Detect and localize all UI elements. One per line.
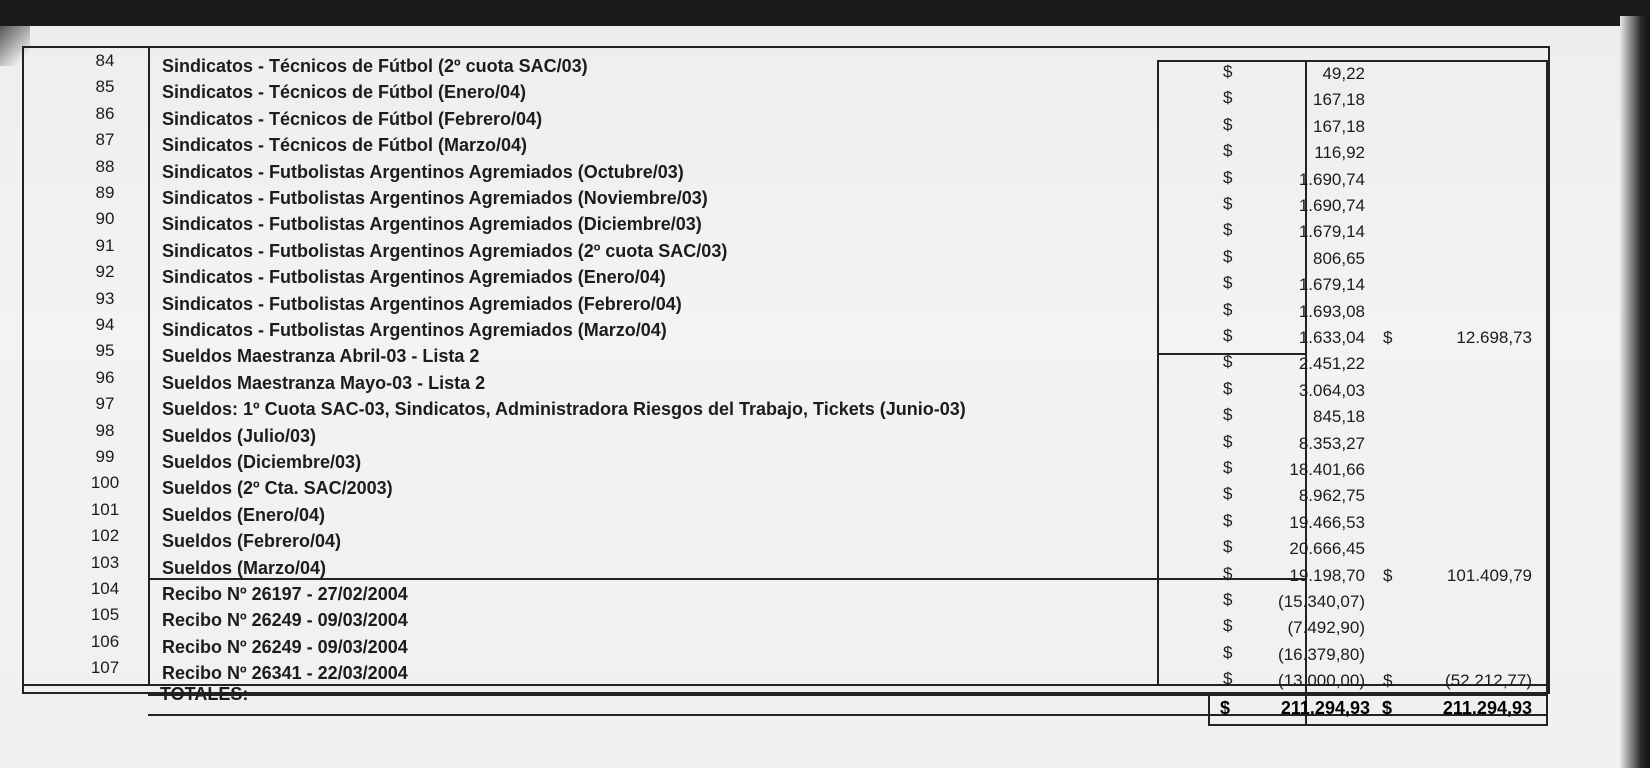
row-amount: (7.492,90)	[1287, 618, 1365, 638]
row-amount: 19.198,70	[1289, 565, 1365, 585]
row-description: Sindicatos - Futbolistas Argentinos Agremiados (Febrero/04)	[162, 293, 682, 314]
row-description: Recibo Nº 26249 - 09/03/2004	[162, 636, 408, 657]
row-amount: 19.466,53	[1289, 512, 1365, 532]
table-row	[0, 180, 1540, 215]
table-row	[0, 48, 1540, 83]
table-row	[0, 312, 1540, 347]
row-amount-currency: $	[1223, 273, 1233, 293]
table-row	[0, 338, 1540, 374]
row-description: Sindicatos - Futbolistas Argentinos Agremiados (2º cuota SAC/03)	[162, 240, 728, 261]
row-description: Sueldos: 1º Cuota SAC-03, Sindicatos, Administradora Riesgos del Trabajo, Tickets (Junio-03)	[162, 399, 966, 420]
totals-label: TOTALES:	[160, 684, 249, 704]
row-number: 89	[95, 183, 115, 202]
row-amount: (16.379,80)	[1278, 644, 1365, 664]
row-amount-currency: $	[1223, 590, 1233, 609]
table-row	[0, 154, 1540, 189]
subtotal-column-rule-right	[1546, 60, 1548, 726]
row-description: Sindicatos - Técnicos de Fútbol (Febrero/04)	[162, 108, 543, 129]
row-amount: 116,92	[1314, 143, 1365, 163]
totals-box-left	[1208, 696, 1210, 726]
row-subtotal-currency: $	[1383, 671, 1393, 691]
row-number: 85	[95, 77, 115, 97]
table-row	[0, 365, 1540, 400]
row-amount-currency: $	[1223, 616, 1233, 636]
table-row	[0, 497, 1540, 532]
totals-currency-2: $	[1382, 698, 1393, 718]
row-description: Sueldos Maestranza Mayo-03 - Lista 2	[162, 372, 486, 393]
row-amount: 167,18	[1313, 116, 1365, 136]
row-description: Sindicatos - Futbolistas Argentinos Agremiados (Diciembre/03)	[162, 214, 702, 235]
row-amount-currency: $	[1223, 484, 1233, 504]
row-description: Sueldos (Diciembre/03)	[162, 452, 362, 472]
row-description: Sueldos (Enero/04)	[162, 504, 326, 525]
row-description: Sindicatos - Técnicos de Fútbol (Marzo/04)	[162, 135, 528, 156]
row-amount-currency: $	[1223, 563, 1233, 583]
row-number: 97	[95, 394, 115, 414]
row-amount: 2.451,22	[1298, 354, 1365, 374]
row-amount: 1.690,74	[1298, 196, 1365, 215]
row-amount-currency: $	[1223, 299, 1233, 319]
table-row	[0, 391, 1540, 427]
row-amount-currency: $	[1223, 352, 1233, 372]
row-amount-currency: $	[1223, 114, 1233, 134]
row-number: 91	[95, 235, 115, 255]
row-description: Recibo Nº 26341 - 22/03/2004	[162, 663, 408, 684]
row-description: Sindicatos - Futbolistas Argentinos Agremiados (Marzo/04)	[162, 320, 667, 340]
row-number: 95	[95, 341, 115, 361]
totals-amount: 211.294,93	[1280, 698, 1370, 718]
row-amount-currency: $	[1223, 405, 1233, 425]
row-number: 94	[95, 315, 115, 334]
row-number: 105	[90, 605, 120, 625]
row-number: 106	[90, 631, 120, 651]
row-amount-currency: $	[1223, 246, 1233, 266]
row-subtotal-currency: $	[1383, 565, 1393, 585]
row-amount: 1.679,14	[1298, 222, 1365, 242]
row-amount: 1.679,14	[1298, 275, 1365, 295]
row-number: 86	[95, 103, 115, 123]
table-row	[0, 74, 1540, 110]
row-number: 90	[95, 209, 115, 229]
row-amount: 1.633,04	[1298, 328, 1365, 347]
row-description: Sueldos (Febrero/04)	[162, 531, 342, 552]
row-description: Sueldos (Julio/03)	[162, 425, 317, 446]
row-amount-currency: $	[1223, 167, 1233, 187]
row-amount-currency: $	[1223, 510, 1233, 530]
row-description: Sindicatos - Futbolistas Argentinos Agremiados (Enero/04)	[162, 267, 666, 288]
row-amount-currency: $	[1223, 62, 1233, 81]
row-subtotal: 101.409,79	[1446, 565, 1532, 585]
row-amount-currency: $	[1223, 669, 1233, 689]
row-amount: 167,18	[1313, 90, 1365, 110]
row-description: Recibo Nº 26197 - 27/02/2004	[162, 584, 408, 604]
row-number: 92	[95, 262, 115, 282]
row-description: Sindicatos - Futbolistas Argentinos Agremiados (Octubre/03)	[162, 161, 684, 182]
table-row	[0, 602, 1540, 638]
row-amount: 49,22	[1322, 64, 1365, 83]
row-description: Sindicatos - Técnicos de Fútbol (2º cuota SAC/03)	[162, 56, 588, 76]
row-number: 88	[95, 156, 115, 176]
table-row	[0, 629, 1540, 664]
row-amount: 18.401,66	[1289, 460, 1365, 479]
row-number: 101	[90, 499, 120, 519]
totals-rule-2	[148, 694, 1548, 696]
table-row	[0, 418, 1540, 453]
row-description: Sueldos (2º Cta. SAC/2003)	[162, 478, 393, 499]
table-row	[0, 655, 1540, 691]
row-amount: (13.000,00)	[1278, 671, 1365, 691]
row-amount: 3.064,03	[1298, 380, 1365, 400]
row-subtotal: (52.212,77)	[1445, 671, 1532, 691]
row-amount-currency: $	[1223, 378, 1233, 398]
row-amount-currency: $	[1223, 458, 1233, 477]
table-row	[0, 523, 1540, 559]
row-subtotal-currency: $	[1383, 328, 1393, 347]
table-row	[0, 127, 1540, 163]
table-row	[0, 101, 1540, 136]
row-description: Recibo Nº 26249 - 09/03/2004	[162, 610, 408, 631]
row-amount-currency: $	[1223, 642, 1233, 662]
row-amount: 1.690,74	[1298, 169, 1365, 189]
row-description: Sueldos Maestranza Abril-03 - Lista 2	[162, 346, 480, 367]
row-amount-currency: $	[1223, 220, 1233, 240]
row-amount: 8.353,27	[1298, 433, 1365, 453]
row-description: Sindicatos - Futbolistas Argentinos Agremiados (Noviembre/03)	[162, 188, 708, 208]
row-number: 96	[95, 367, 115, 387]
row-amount: 1.693,08	[1298, 301, 1365, 321]
row-number: 98	[95, 420, 115, 440]
table-row	[0, 550, 1540, 585]
table-row	[0, 259, 1540, 295]
row-subtotal: 12.698,73	[1456, 328, 1532, 347]
table-row	[0, 576, 1540, 611]
row-amount: 845,18	[1313, 407, 1365, 427]
row-amount-currency: $	[1223, 326, 1233, 345]
table-row	[0, 286, 1540, 321]
table-row	[0, 206, 1540, 242]
table-row	[0, 233, 1540, 268]
row-number: 107	[90, 658, 120, 678]
totals-grand: 211.294,93	[1442, 698, 1532, 718]
row-number: 100	[90, 473, 120, 493]
row-amount-currency: $	[1223, 88, 1233, 108]
row-amount-currency: $	[1223, 537, 1233, 557]
row-number: 103	[90, 552, 120, 572]
row-amount-currency: $	[1223, 194, 1233, 213]
row-amount: 8.962,75	[1298, 486, 1365, 506]
totals-currency-1: $	[1220, 698, 1231, 718]
row-amount-currency: $	[1223, 141, 1233, 161]
row-number: 104	[90, 579, 120, 598]
row-number: 102	[90, 526, 120, 546]
row-amount: 806,65	[1313, 248, 1365, 268]
row-amount-currency: $	[1223, 431, 1233, 451]
row-description: Sueldos (Marzo/04)	[162, 557, 327, 578]
row-number: 87	[95, 130, 115, 150]
row-number: 99	[95, 447, 115, 466]
row-amount: (15.340,07)	[1278, 592, 1365, 611]
table-row	[0, 470, 1540, 506]
row-number: 93	[95, 288, 115, 308]
totals-box-bottom	[1208, 724, 1548, 726]
row-amount: 20.666,45	[1289, 539, 1365, 559]
row-number: 84	[95, 51, 115, 70]
row-description: Sindicatos - Técnicos de Fútbol (Enero/04)	[162, 82, 527, 103]
table-row	[0, 444, 1540, 479]
scan-right-edge	[1620, 16, 1650, 768]
